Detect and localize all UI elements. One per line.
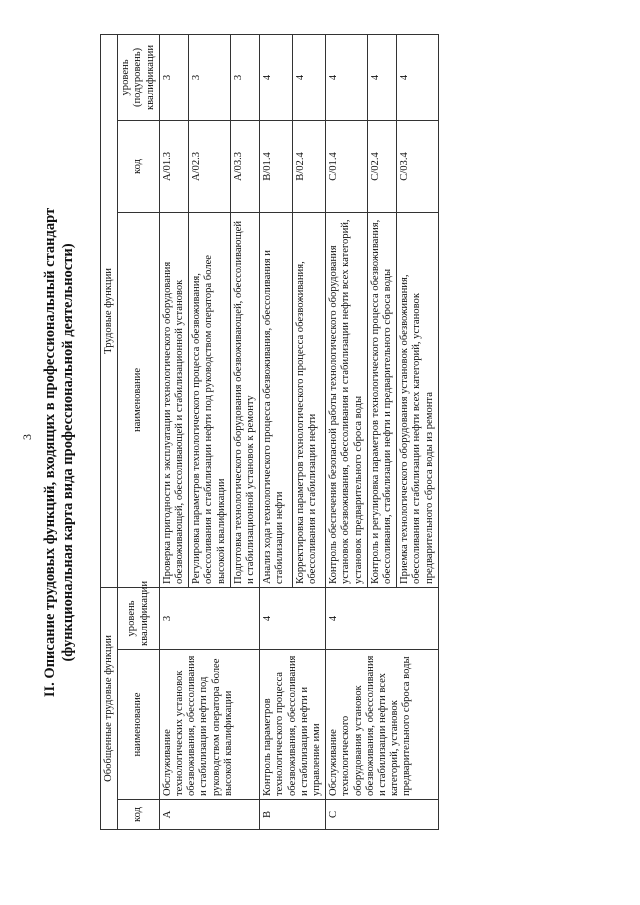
tf-code: B/01.4 — [260, 120, 293, 212]
header-generalized-functions: Обобщенные трудовые функции — [101, 587, 118, 829]
table-row — [159, 34, 188, 829]
header-labor-functions: Трудовые функции — [101, 34, 118, 587]
gtf-level: 4 — [260, 587, 326, 649]
tf-code: A/03.3 — [230, 120, 259, 212]
tf-level: 4 — [293, 34, 326, 120]
tf-name: Приемка технологического оборудования установок обезвоживания, обессоливания и стабилизации нефти всех категорий, установок предварительного сброса воды из ремонта — [397, 212, 439, 587]
gtf-level: 4 — [326, 587, 439, 649]
header-name: наименование — [118, 650, 160, 800]
page-number: 3 — [20, 434, 34, 440]
header-qualification-level: уровень квалификации — [118, 587, 160, 649]
tf-code: C/03.4 — [397, 120, 439, 212]
section-subtitle: (функциональная карта вида профессиональной деятельности) — [60, 243, 76, 662]
header-function-code: код — [118, 120, 160, 212]
header-function-name: наименование — [118, 212, 160, 587]
tf-level: 4 — [367, 34, 396, 120]
tf-level: 4 — [326, 34, 368, 120]
gtf-code: B — [260, 800, 326, 830]
gtf-level: 3 — [159, 587, 259, 649]
tf-code: B/02.4 — [293, 120, 326, 212]
tf-level: 3 — [189, 34, 231, 120]
tf-level: 4 — [397, 34, 439, 120]
gtf-code: C — [326, 800, 439, 830]
tf-name: Контроль и регулировка параметров технологического процесса обезвоживания, обессоливания, стабилизации нефти и предварительного сброса воды — [367, 212, 396, 587]
header-sublevel: уровень (подуровень) квалификации — [118, 34, 160, 120]
tf-name: Подготовка технологического оборудования обезвоживающей, обессоливающей и стабилизационной установок к ремонту — [230, 212, 259, 587]
table-row — [326, 34, 368, 829]
tf-code: C/02.4 — [367, 120, 396, 212]
section-title: II. Описание трудовых функций, входящих в профессиональный стандарт — [42, 207, 58, 698]
tf-name: Проверка пригодности к эксплуатации технологического оборудования обезвоживающей, обессоливающей и стабилизационной установок — [159, 212, 188, 587]
tf-level: 4 — [260, 34, 293, 120]
table-row — [260, 34, 293, 829]
tf-code: A/01.3 — [159, 120, 188, 212]
gtf-code: A — [159, 800, 259, 830]
gtf-name: Обслуживание технологических установок обезвоживания, обессоливания и стабилизации нефти под руководством оператора более высокой квалификации — [159, 650, 259, 800]
gtf-name: Обслуживание технологического оборудования установок обезвоживания, обессоливания и стабилизации нефти всех категорий, установок предварительного сброса воды — [326, 650, 439, 800]
tf-name: Контроль обеспечения безопасной работы технологического оборудования установок обезвоживания, обессоливания и стабилизации нефти всех категорий, установок предварительного сброса воды — [326, 212, 368, 587]
tf-level: 3 — [159, 34, 188, 120]
tf-name: Анализ хода технологического процесса обезвоживания, обессоливания и стабилизации нефти — [260, 212, 293, 587]
gtf-name: Контроль параметров технологического процесса обезвоживания, обессоливания и стабилизации нефти и управление ими — [260, 650, 326, 800]
tf-code: C/01.4 — [326, 120, 368, 212]
tf-name: Корректировка параметров технологического процесса обезвоживания, обессоливания и стабилизации нефти — [293, 212, 326, 587]
tf-level: 3 — [230, 34, 259, 120]
tf-name: Регулировка параметров технологического процесса обезвоживания, обессоливания и стабилизации нефти под руководством оператора более высокой квалификации — [189, 212, 231, 587]
header-code: код — [118, 800, 160, 830]
functional-map-table — [100, 34, 439, 830]
tf-code: A/02.3 — [189, 120, 231, 212]
